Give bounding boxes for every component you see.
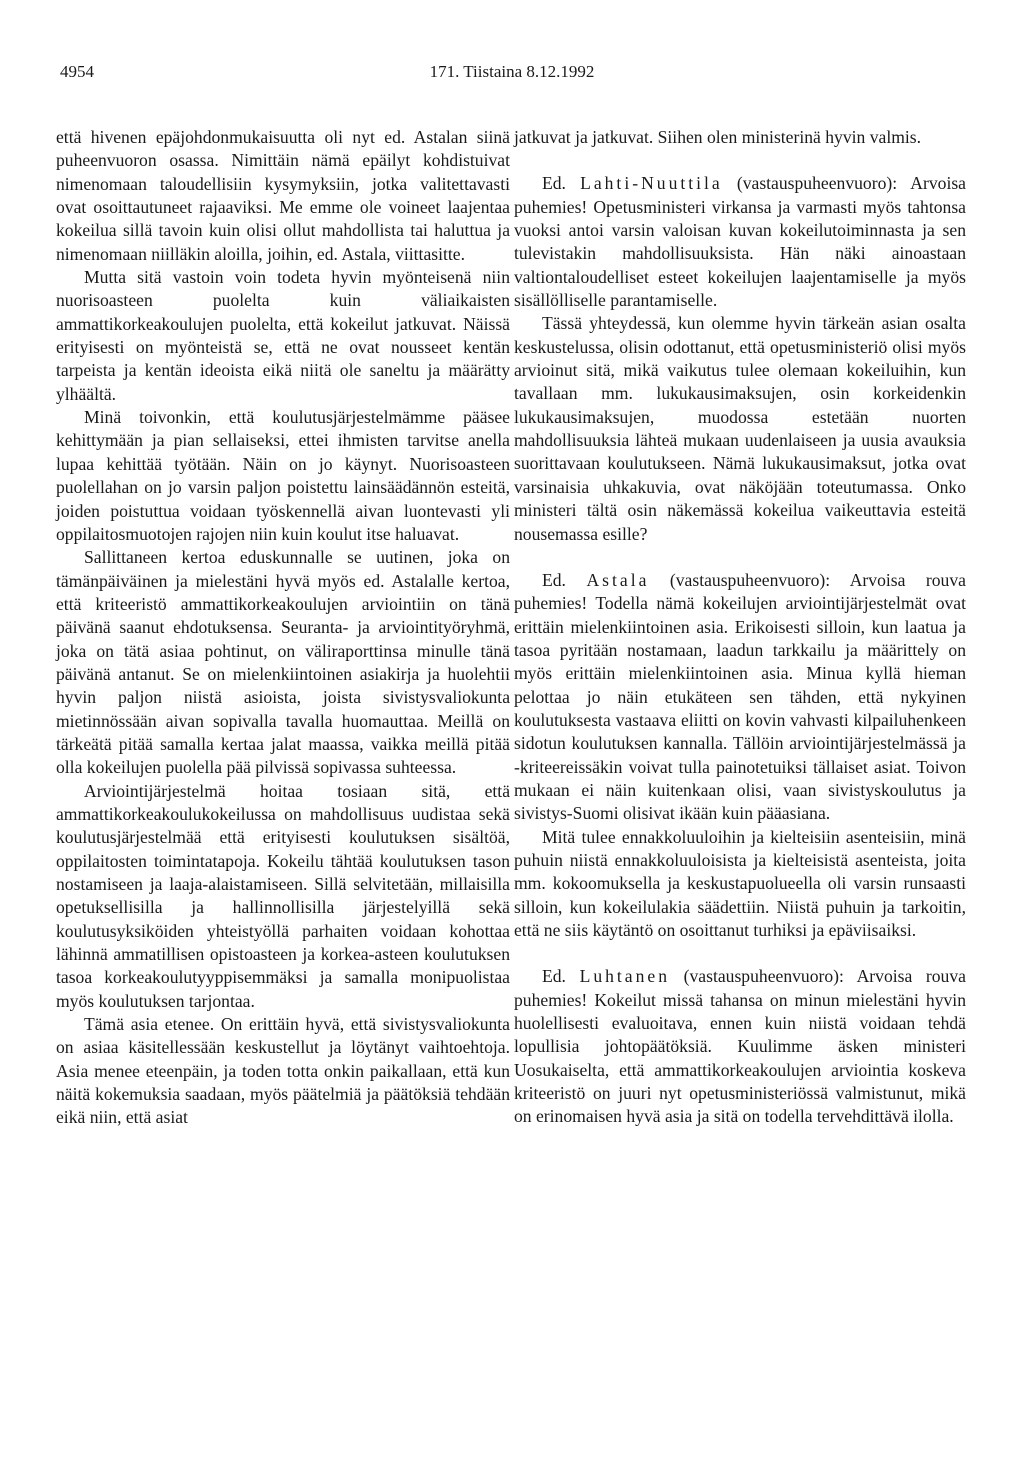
speech-astala <box>514 569 966 826</box>
speaker-name: Astala <box>586 569 650 590</box>
paragraph: Sallittaneen kertoa eduskunnalle se uutinen, joka on tämänpäiväinen ja mielestäni hyvä myös ed. Astalalle kertoa, että kriteeristö ammattikorkeakoulujen arviointiin on tänä päivänä saanut ehdotuksensa. Seuranta- ja arviointityöryhmä, joka on tätä asiaa pohtinut, on väliraporttinsa minulle tänä päivänä antanut. Se on mielenkiintoinen asiakirja ja huolehtii hyvin paljon niistä asioista, joista sivistysvaliokunta mietinnössään aivan sopivalla tavalla huomauttaa. Meillä on tärkeätä pitää samalla kertaa jalat maassa, vaikka meillä pitää olla kokeilujen puolella pää pilvissä sopivassa suhteessa. <box>56 547 510 778</box>
right-column <box>514 126 966 1129</box>
speaker-name: Luhtanen <box>579 966 671 987</box>
paragraph: Tämä asia etenee. On erittäin hyvä, että sivistysvaliokunta on asiaa käsitellessään keskustellut ja löytänyt vaihtoehtoja. Asia menee eteenpäin, ja toden totta onkin paikallaan, että kun näitä kokemuksia saadaan, myös päätelmiä ja päätöksiä tehdään eikä niin, että asiat <box>56 1014 510 1128</box>
paragraph: että hivenen epäjohdonmukaisuutta oli nyt ed. Astalan siinä puheenvuoron osassa. Nimittäin nämä epäilyt kohdistuivat nimenomaan taloudellisiin kysymyksiin, jotka valitettavasti ovat osoittautuneet rajaaviksi. Me emme ole voineet laajentaa kokeilua sillä tavoin kuin olisi ollut mahdollista tai haluttua ja nimenomaan niilläkin aloilla, joihin, ed. Astala, viittasitte. <box>56 127 510 264</box>
speech-text: Arvoisa rouva puhemies! Kokeilut missä tahansa on minun mielestäni hyvin huolellisesti evaluoitava, ennen kuin niistä voidaan tehdä lopullisia johtopäätöksiä. Kuulimme äsken ministeri Uosukaiselta, että ammattikorkeakoulujen arviointia koskeva kriteeristö on juuri nyt opetusministeriössä valmistunut, mikä on erinomaisen hyvä asia ja sitä on todella tervehdittävä ilolla. <box>514 966 966 1127</box>
session-heading: 171. Tiistaina 8.12.1992 <box>429 62 595 81</box>
speech-lahti-nuuttila <box>514 172 966 312</box>
speech-text: Arvoisa puhemies! Opetusministeri virkansa ja varmasti myös tahtonsa vuoksi antoi varsin valoisan kuvan kokeilutoiminnasta ja sen tulevistakin mahdollisuuksista. Hän näki ainoastaan valtiontaloudelliset esteet kokeilujen laajentamiselle ja myös sisällölliselle parantamiselle. <box>514 173 966 311</box>
paragraph: Mitä tulee ennakkoluuloihin ja kielteisiin asenteisiin, minä puhuin niistä ennakkoluuloisista ja kielteisistä asenteista, joita mm. kokoomuksella ja keskustapuolueella oli varsin runsaasti silloin, kun kokeilulakia säädettiin. Niistä puhuin ja tarkoitin, että ne siis käytäntö on osoittanut turhiksi ja epäviisaiksi. <box>514 826 966 940</box>
paragraph: Mutta sitä vastoin voin todeta hyvin myönteisenä niin nuorisoasteen puolelta kuin väliaikaisten ammattikorkeakoulujen puolelta, että kokeilut jatkuvat. Näissä erityisesti on myönteistä se, että ne ovat nousseet kentän tarpeista ja kentän ideoista eikä niitä ole saneltu ja määrätty ylhäältä. <box>56 267 510 404</box>
speaker-prefix: Ed. <box>542 173 566 194</box>
speech-text: Arvoisa rouva puhemies! Todella nämä kokeilujen arviointijärjestelmät ovat erittäin mielenkiintoinen asia. Erikoisesti silloin, kun laatua ja tasoa pyritään nostamaan, laadun tarkkailu ja määrittely on myös erittäin mielenkiintoinen asia. Minua kyllä hieman pelottaa jo näin etukäteen sen tähden, että nykyinen koulutuksesta vastaava eliitti on kovin vahvasti kilpailuhenkeen sidotun koulutuksen kannalla. Tällöin arviointijärjestelmässä ja -kriteereissäkin voivat tulla painotetuiksi tällaiset asiat. Toivon mukaan ei näin kuitenkaan olisi, vaan sivistyskoulutus ja sivistys-Suomi olisivat ikään kuin pääasiana. <box>514 569 966 824</box>
speaker-role: (vastauspuheenvuoro): <box>669 569 831 590</box>
speaker-prefix: Ed. <box>542 569 566 590</box>
speech-luhtanen <box>514 965 966 1128</box>
page-header <box>0 62 1024 88</box>
paragraph: Arviointijärjestelmä hoitaa tosiaan sitä, että ammattikorkeakoulukokeilussa on mahdollisuus uudistaa sekä koulutusjärjestelmää että erityisesti koulutuksen sisältöä, oppilaitosten toimintatapoja. Kokeilu tähtää koulutuksen tason nostamiseen ja laaja-alaistamiseen. Sillä selvitetään, millaisilla opetuksellisilla ja hallinnollisilla järjestelyillä sekä koulutusyksiköiden yhteistyöllä parhaiten voidaan kohottaa lähinnä ammatillisen opistoasteen ja korkea-asteen koulutuksen tasoa korkeakoulutyyppisemmäksi ja samalla monipuolistaa myös koulutuksen tarjontaa. <box>56 780 510 1011</box>
speaker-prefix: Ed. <box>542 966 566 987</box>
page-number: 4954 <box>60 62 94 81</box>
paragraph: Tässä yhteydessä, kun olemme hyvin tärkeän asian osalta keskustelussa, olisin odottanut, että opetusministeriö olisi myös arvioinut sitä, mikä vaikutus tulee olemaan kokeiluihin, kun tavallaan mm. lukukausimaksujen, osin korkeidenkin lukukausimaksujen, muodossa estetään nuorten mahdollisuuksia lähteä mukaan uudenlaiseen ja uusia avauksia suorittavaan koulutukseen. Nämä lukukausimaksut, jotka ovat varsinaisia uhkakuvia, ovat näköjään toteutumassa. Onko ministeri tältä osin näkemässä kokeilua vaikeuttavia esteitä nousemassa esille? <box>514 313 966 544</box>
paragraph: Minä toivonkin, että koulutusjärjestelmämme pääsee kehittymään ja pian sellaiseksi, ettei ihmisten tarvitse anella lupaa kehittää työtään. Näin on jo käynyt. Nuorisoasteen puolellahan on jo varsin paljon poistettu lainsäädännön esteitä, joiden poistuttua voidaan työskennellä aivan luontevasti yli oppilaitosmuotojen rajojen niin kuin koulut itse haluavat. <box>56 407 510 544</box>
speaker-role: (vastauspuheenvuoro): <box>736 173 898 194</box>
continuation-paragraph: jatkuvat ja jatkuvat. Siihen olen ministerinä hyvin valmis. <box>514 127 922 147</box>
speaker-role: (vastauspuheenvuoro): <box>683 966 844 987</box>
speaker-name: Lahti-Nuuttila <box>580 173 723 194</box>
left-column <box>56 126 510 1130</box>
